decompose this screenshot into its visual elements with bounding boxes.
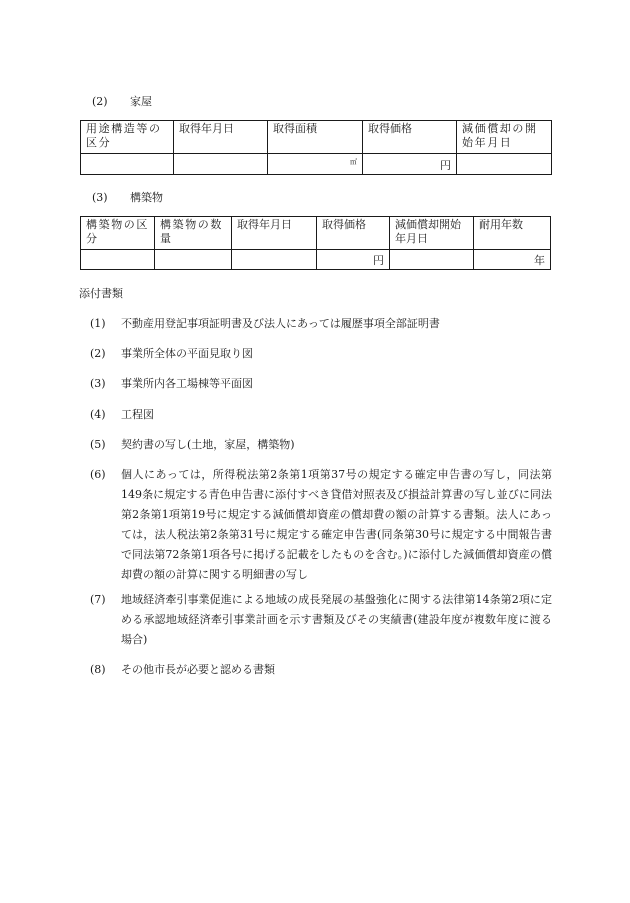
house-input-acq-date	[174, 154, 268, 175]
structure-input-quantity	[155, 250, 232, 270]
attachment-text: 事業所全体の平面見取り図	[121, 347, 253, 360]
attachment-number: (3)	[90, 377, 106, 390]
structure-header-quantity: 構築物の数量	[155, 217, 232, 250]
attachment-item-6	[90, 465, 552, 585]
attachment-number: (7)	[90, 593, 106, 606]
attachment-text: その他市長が必要と認める書類	[121, 663, 275, 676]
structure-table-header-row	[81, 217, 551, 250]
structure-header-depr-start: 減価償却開始年月日	[390, 217, 474, 250]
structure-input-depr-start	[390, 250, 474, 270]
attachment-item-4	[90, 405, 552, 425]
section-2-number: (2)	[92, 95, 108, 108]
house-header-acq-date: 取得年月日	[174, 121, 268, 154]
attachment-text: 事業所内各工場棟等平面図	[121, 377, 253, 390]
attachment-item-2	[90, 344, 552, 364]
section-3-title: 構築物	[130, 191, 163, 204]
house-input-area	[268, 154, 363, 175]
attachment-number: (8)	[90, 663, 106, 676]
house-table-input-row	[81, 154, 552, 175]
attachment-text: 不動産用登記事項証明書及び法人にあっては履歴事項全部証明書	[121, 317, 440, 330]
house-input-usage	[81, 154, 174, 175]
structure-table	[80, 216, 551, 270]
attachment-text: 地域経済牽引事業促進による地域の成長発展の基盤強化に関する法律第14条第2項に定める承認地域経済牽引事業計画を示す書類及びその実績書(建設年度が複数年度に渡る場合)	[121, 593, 552, 646]
house-header-depr-start: 減価償却の開始年月日	[457, 121, 552, 154]
attachment-item-8	[90, 660, 552, 680]
structure-price-unit: 円	[373, 254, 384, 267]
house-input-depr-start	[457, 154, 552, 175]
section-3-number: (3)	[92, 191, 108, 204]
section-2-heading	[92, 93, 152, 109]
attachment-item-7	[90, 590, 552, 650]
section-2-title: 家屋	[130, 95, 152, 108]
structure-life-unit: 年	[534, 254, 545, 267]
house-table	[80, 120, 552, 175]
attachment-item-5	[90, 435, 552, 455]
structure-table-input-row	[81, 250, 551, 270]
attachment-text: 工程図	[121, 408, 154, 421]
house-header-area: 取得面積	[268, 121, 363, 154]
attachment-item-1	[90, 314, 552, 334]
attachment-text: 契約書の写し(土地，家屋，構築物)	[121, 438, 295, 451]
house-area-unit: ㎡	[350, 158, 357, 166]
house-header-usage: 用途構造等の区分	[81, 121, 174, 154]
attachment-item-3	[90, 374, 552, 394]
house-table-header-row	[81, 121, 552, 154]
section-3-heading	[92, 189, 163, 205]
house-input-price	[363, 154, 457, 175]
structure-header-acq-date: 取得年月日	[232, 217, 317, 250]
structure-header-useful-life: 耐用年数	[474, 217, 551, 250]
attachment-number: (5)	[90, 438, 106, 451]
structure-input-price	[317, 250, 390, 270]
attachment-text: 個人にあっては，所得税法第2条第1項第37号の規定する確定申告書の写し，同法第149条に規定する青色申告書に添付すべき貸借対照表及び損益計算書の写し並びに同法第2条第1項第19号に規定する減価償却資産の償却費の額の計算する書類。法人にあっては，法人税法第2条第31号に規定する確定申告書(同条第30号に規定する中間報告書で同法第72条第1項各号に掲げる記載をしたものを含む。)に添付した減価償却資産の償却費の額の計算に関する明細書の写し	[121, 468, 552, 581]
house-header-price: 取得価格	[363, 121, 457, 154]
attachment-number: (6)	[90, 468, 106, 481]
attachments-heading: 添付書類	[79, 287, 123, 300]
structure-input-type	[81, 250, 155, 270]
house-price-unit: 円	[440, 158, 451, 172]
structure-header-price: 取得価格	[317, 217, 390, 250]
attachment-number: (2)	[90, 347, 106, 360]
structure-header-type: 構築物の区分	[81, 217, 155, 250]
structure-input-acq-date	[232, 250, 317, 270]
structure-input-useful-life	[474, 250, 551, 270]
attachment-number: (4)	[90, 408, 106, 421]
attachment-number: (1)	[90, 317, 106, 330]
